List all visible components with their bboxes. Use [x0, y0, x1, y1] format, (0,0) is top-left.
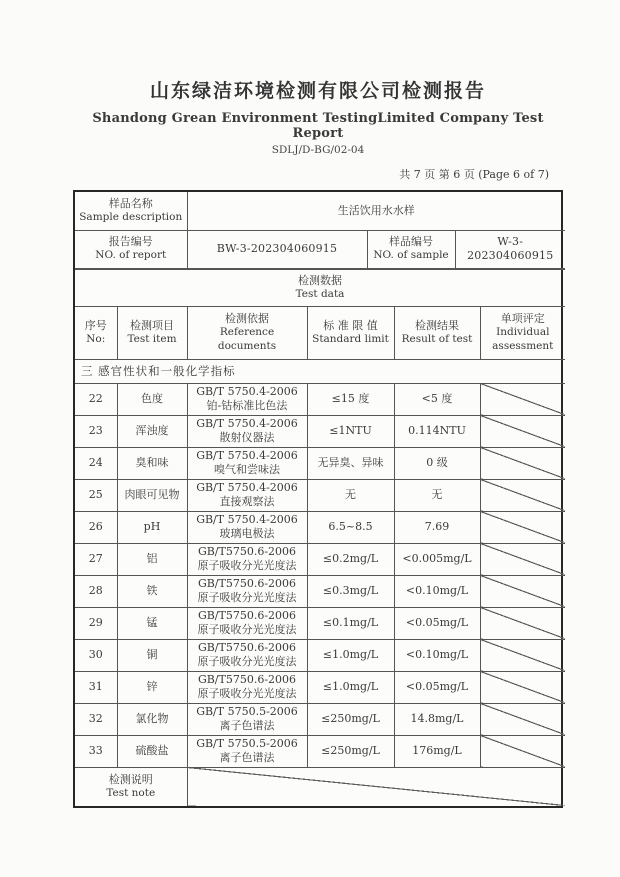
row-assessment-blank: [480, 575, 565, 607]
table-row: [75, 703, 565, 735]
row-assessment-blank: [480, 639, 565, 671]
row-no: 27: [75, 543, 117, 575]
row-limit: 6.5~8.5: [307, 511, 394, 543]
row-reference: GB/T 5750.4-2006 嗅气和尝味法: [187, 447, 307, 479]
page-indicator: 共 7 页 第 6 页 (Page 6 of 7): [399, 168, 549, 181]
table-row: [75, 735, 565, 767]
row-reference: GB/T5750.6-2006 原子吸收分光光度法: [187, 639, 307, 671]
test-data-title-row: [75, 269, 565, 306]
row-reference: GB/T 5750.4-2006 铂-钴标准比色法: [187, 383, 307, 415]
row-reference: GB/T5750.6-2006 原子吸收分光光度法: [187, 607, 307, 639]
row-assessment-blank: [480, 383, 565, 415]
table-row: [75, 383, 565, 415]
row-item: 锰: [117, 607, 187, 639]
col-header-no: 序号 No:: [75, 306, 117, 359]
row-reference: GB/T 5750.4-2006 直接观察法: [187, 479, 307, 511]
row-reference: GB/T 5750.5-2006 离子色谱法: [187, 703, 307, 735]
row-item: 氯化物: [117, 703, 187, 735]
row-assessment-blank: [480, 671, 565, 703]
group-heading-row: [75, 359, 565, 383]
report-no-value: BW-3-202304060915: [187, 230, 367, 268]
row-result: 0 级: [394, 447, 480, 479]
row-no: 26: [75, 511, 117, 543]
test-data-table: [75, 269, 565, 807]
group-heading: 三 感官性状和一般化学指标: [75, 359, 565, 383]
row-item: 铁: [117, 575, 187, 607]
report-title-en: Shandong Grean Environment TestingLimited Company Test Report: [92, 111, 544, 141]
row-no: 30: [75, 639, 117, 671]
row-reference: GB/T 5750.5-2006 离子色谱法: [187, 735, 307, 767]
row-result: <0.05mg/L: [394, 607, 480, 639]
row-item: 锌: [117, 671, 187, 703]
report-no-label: 报告编号 NO. of report: [75, 230, 187, 268]
row-result: 无: [394, 479, 480, 511]
row-item: 臭和味: [117, 447, 187, 479]
row-item: 铜: [117, 639, 187, 671]
sample-name-value: 生活饮用水水样: [187, 192, 565, 230]
row-limit: ≤15 度: [307, 383, 394, 415]
row-no: 22: [75, 383, 117, 415]
row-item: 浑浊度: [117, 415, 187, 447]
row-result: <0.10mg/L: [394, 639, 480, 671]
row-result: 176mg/L: [394, 735, 480, 767]
row-no: 25: [75, 479, 117, 511]
row-assessment-blank: [480, 415, 565, 447]
test-data-title: 检测数据 Test data: [75, 269, 565, 306]
row-limit: 无异臭、异味: [307, 447, 394, 479]
row-limit: ≤1NTU: [307, 415, 394, 447]
row-assessment-blank: [480, 735, 565, 767]
table-row: [75, 575, 565, 607]
table-row: [75, 639, 565, 671]
col-header-assessment: 单项评定 Individual assessment: [480, 306, 565, 359]
row-result: <5 度: [394, 383, 480, 415]
row-limit: ≤1.0mg/L: [307, 671, 394, 703]
row-result: <0.005mg/L: [394, 543, 480, 575]
row-limit: ≤0.3mg/L: [307, 575, 394, 607]
table-row: [75, 479, 565, 511]
row-item: 肉眼可见物: [117, 479, 187, 511]
row-no: 24: [75, 447, 117, 479]
sample-no-value: W-3-202304060915: [455, 230, 565, 268]
row-no: 29: [75, 607, 117, 639]
sample-info-table: [75, 192, 565, 269]
table-row: [75, 607, 565, 639]
table-row: [75, 543, 565, 575]
row-limit: ≤0.1mg/L: [307, 607, 394, 639]
row-item: 铝: [117, 543, 187, 575]
col-header-result: 检测结果 Result of test: [394, 306, 480, 359]
row-item: pH: [117, 511, 187, 543]
row-item: 色度: [117, 383, 187, 415]
col-header-item: 检测项目 Test item: [117, 306, 187, 359]
row-limit: 无: [307, 479, 394, 511]
row-limit: ≤250mg/L: [307, 703, 394, 735]
row-limit: ≤0.2mg/L: [307, 543, 394, 575]
row-result: <0.05mg/L: [394, 671, 480, 703]
row-item: 硫酸盐: [117, 735, 187, 767]
test-note-blank: [187, 767, 565, 806]
row-no: 32: [75, 703, 117, 735]
row-assessment-blank: [480, 511, 565, 543]
table-row: [75, 415, 565, 447]
row-assessment-blank: [480, 447, 565, 479]
table-row: [75, 671, 565, 703]
table-row: [75, 511, 565, 543]
row-reference: GB/T 5750.4-2006 散射仪器法: [187, 415, 307, 447]
row-no: 31: [75, 671, 117, 703]
row-no: 33: [75, 735, 117, 767]
column-header-row: [75, 306, 565, 359]
report-table: [73, 190, 563, 808]
sample-name-label: 样品名称 Sample description: [75, 192, 187, 230]
table-row: [75, 447, 565, 479]
sample-name-row: [75, 192, 565, 230]
col-header-limit: 标 准 限 值 Standard limit: [307, 306, 394, 359]
row-result: <0.10mg/L: [394, 575, 480, 607]
row-assessment-blank: [480, 607, 565, 639]
row-reference: GB/T5750.6-2006 原子吸收分光光度法: [187, 671, 307, 703]
row-assessment-blank: [480, 703, 565, 735]
test-note-label: 检测说明 Test note: [75, 767, 187, 806]
row-result: 14.8mg/L: [394, 703, 480, 735]
col-header-reference: 检测依据 Reference documents: [187, 306, 307, 359]
sample-no-label: 样品编号 NO. of sample: [367, 230, 455, 268]
row-limit: ≤250mg/L: [307, 735, 394, 767]
row-reference: GB/T5750.6-2006 原子吸收分光光度法: [187, 543, 307, 575]
row-result: 7.69: [394, 511, 480, 543]
row-no: 23: [75, 415, 117, 447]
row-reference: GB/T 5750.4-2006 玻璃电极法: [187, 511, 307, 543]
row-limit: ≤1.0mg/L: [307, 639, 394, 671]
report-title-cn: 山东绿洁环境检测有限公司检测报告: [149, 80, 486, 102]
form-code: SDLJ/D-BG/02-04: [271, 144, 365, 156]
row-result: 0.114NTU: [394, 415, 480, 447]
row-reference: GB/T5750.6-2006 原子吸收分光光度法: [187, 575, 307, 607]
test-note-row: [75, 767, 565, 806]
report-content: [73, 0, 563, 808]
report-number-row: [75, 230, 565, 268]
row-no: 28: [75, 575, 117, 607]
row-assessment-blank: [480, 479, 565, 511]
row-assessment-blank: [480, 543, 565, 575]
